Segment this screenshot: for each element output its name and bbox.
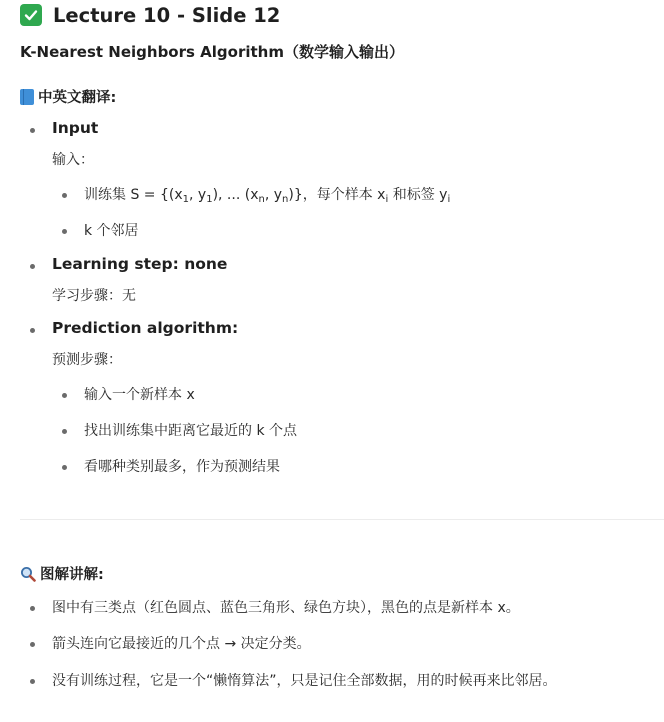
section-heading-explanation	[20, 563, 104, 584]
bullet	[30, 328, 35, 333]
book-icon	[20, 89, 34, 105]
input-translation: 输入：	[52, 152, 94, 168]
k-neighbors-item: k 个邻居	[84, 223, 139, 239]
bullet	[30, 679, 35, 684]
explanation-item: 图中有三类点（红色圆点、蓝色三角形、绿色方块），黑色的点是新样本 x。	[52, 600, 520, 616]
section-heading-text: 中英文翻译:	[38, 90, 117, 106]
explanation-item: 箭头连向它最接近的几个点 → 决定分类。	[52, 636, 311, 652]
check-icon	[20, 4, 42, 26]
prediction-step: 输入一个新样本 x	[84, 387, 195, 403]
prediction-step: 找出训练集中距离它最近的 k 个点	[84, 423, 298, 439]
bullet	[30, 606, 35, 611]
magnifier-icon	[20, 566, 36, 582]
title-text: Lecture 10 - Slide 12	[53, 3, 281, 27]
prediction-translation: 预测步骤：	[52, 352, 122, 368]
section-heading-text: 图解讲解:	[40, 567, 104, 583]
input-label: Input	[52, 119, 99, 137]
bullet	[30, 128, 35, 133]
section-heading-translation	[20, 86, 116, 107]
prediction-step: 看哪种类别最多，作为预测结果	[84, 459, 280, 475]
bullet	[62, 393, 67, 398]
bullet	[62, 193, 67, 198]
explanation-item: 没有训练过程，它是一个“懒惰算法”，只是记住全部数据，用的时候再来比邻居。	[52, 673, 557, 689]
subtitle: K-Nearest Neighbors Algorithm（数学输入输出）	[20, 43, 404, 61]
bullet	[62, 429, 67, 434]
bullet	[30, 642, 35, 647]
training-set-item: 训练集 $S = \{(x_1$, $y_1$), ... ($x_n$, $y_n$)}，每个样本 $x_i$ 和标签 $y_i$	[84, 187, 451, 205]
bullet	[62, 229, 67, 234]
learning-translation: 学习步骤：无	[52, 288, 136, 304]
bullet	[30, 264, 35, 269]
page-title	[20, 2, 280, 28]
divider	[20, 519, 664, 520]
bullet	[62, 465, 67, 470]
learning-label: Learning step: none	[52, 255, 228, 273]
prediction-label: Prediction algorithm:	[52, 319, 239, 337]
